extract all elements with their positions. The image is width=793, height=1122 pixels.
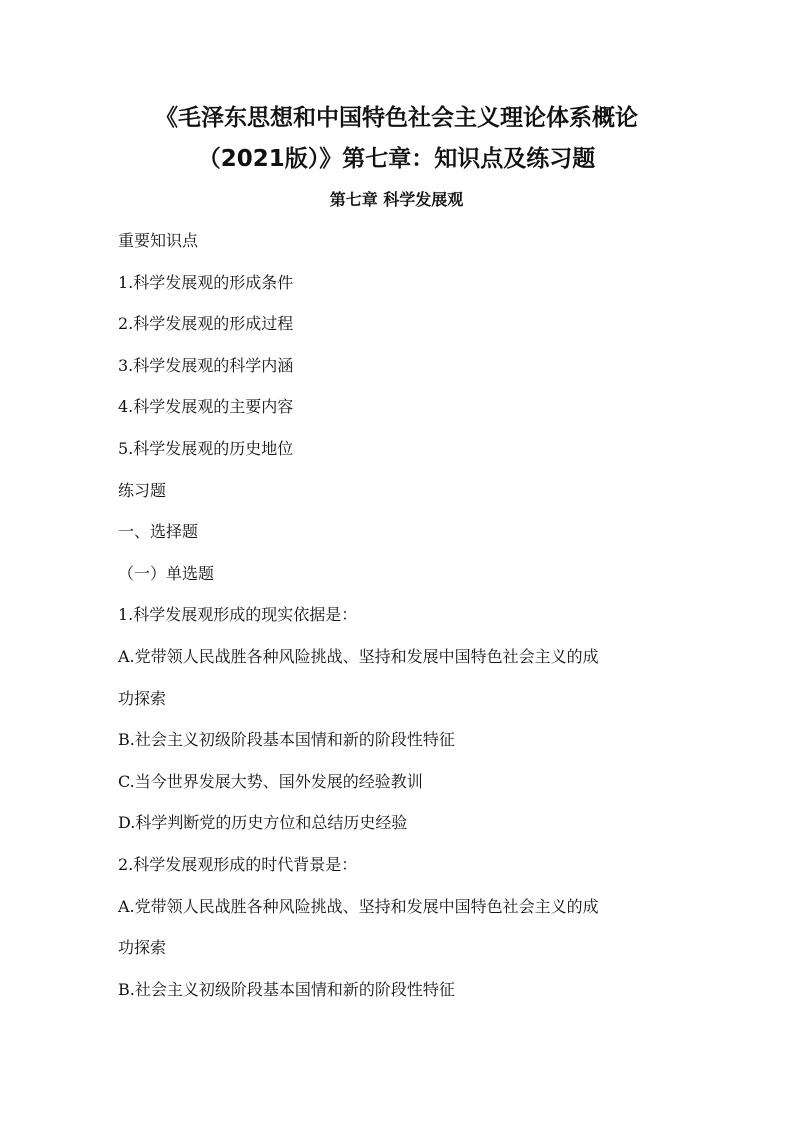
key-points-heading: 重要知识点 xyxy=(118,231,199,250)
key-point-item: 3.科学发展观的科学内涵 xyxy=(118,355,294,375)
question-option-continuation: 功探索 xyxy=(118,938,167,958)
key-point-item: 1.科学发展观的形成条件 xyxy=(118,272,294,292)
document-title-line-2: （2021版）》第七章：知识点及练习题 xyxy=(197,146,596,172)
subsection-heading: （一）单选题 xyxy=(118,563,215,583)
chapter-heading: 第七章 科学发展观 xyxy=(329,190,464,209)
document-title-line-1: 《毛泽东思想和中国特色社会主义理论体系概论 xyxy=(155,105,638,131)
section-heading: 一、选择题 xyxy=(118,522,199,542)
question-option: B.社会主义初级阶段基本国情和新的阶段性特征 xyxy=(118,730,455,750)
key-point-item: 4.科学发展观的主要内容 xyxy=(118,397,294,417)
question-option: C.当今世界发展大势、国外发展的经验教训 xyxy=(118,771,423,791)
document-body xyxy=(118,230,688,1020)
question-option: D.科学判断党的历史方位和总结历史经验 xyxy=(118,813,408,833)
question-option: A.党带领人民战胜各种风险挑战、坚持和发展中国特色社会主义的成 xyxy=(118,646,599,666)
question-option-continuation: 功探索 xyxy=(118,688,167,708)
question-option: A.党带领人民战胜各种风险挑战、坚持和发展中国特色社会主义的成 xyxy=(118,896,599,916)
question-stem: 1.科学发展观形成的现实依据是： xyxy=(118,605,358,625)
question-stem: 2.科学发展观形成的时代背景是： xyxy=(118,854,358,874)
exercises-heading: 练习题 xyxy=(118,480,167,500)
key-point-item: 5.科学发展观的历史地位 xyxy=(118,438,294,458)
key-point-item: 2.科学发展观的形成过程 xyxy=(118,314,294,334)
question-option: B.社会主义初级阶段基本国情和新的阶段性特征 xyxy=(118,979,455,999)
